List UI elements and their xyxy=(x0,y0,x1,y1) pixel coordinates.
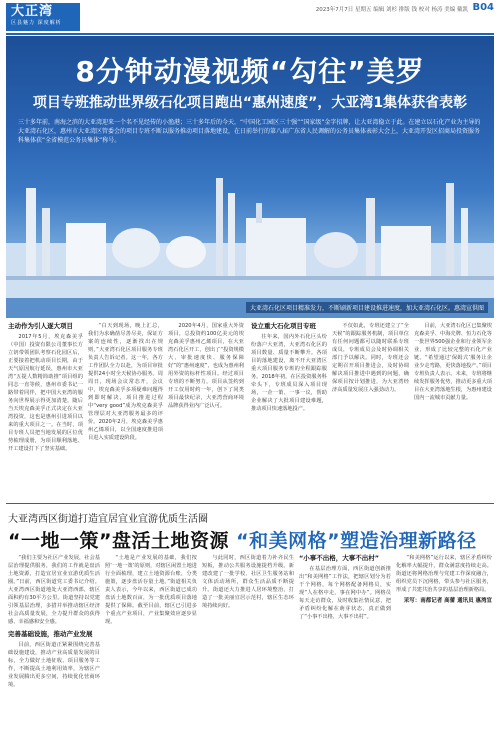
logo-text: 大正湾 xyxy=(11,4,54,19)
paragraph: 目前，大亚湾石化区已集聚埃克森美孚、中海壳牌、恒力石化等一批世界500强企业和行业领军企业，形成了比较完整的石化产业链。“希望通过‘保姆式’服务让企业少走弯路，更快落地投产。”项目专班负责人表示。未来，专班将继续发挥服务优势，推动更多重大项目在大亚湾落地生根，为惠州建设国内一流城市贡献力量。 xyxy=(414,323,492,401)
page-number: B04 xyxy=(472,2,494,13)
section-divider xyxy=(6,503,494,504)
petrochemical-plant-illustration xyxy=(6,148,494,318)
headline-part-1: “一地一策”盘活土地资源 xyxy=(8,530,229,552)
paragraph: 与此同时，西区街道着力补齐民生短板，推动公共服务设施提档升级。新建改建了一批学校、社区卫生服务站和文体活动场所，群众生活品质不断提升。街道还大力推进人居环境整治，打造了一批美丽宜居示范村，辖区生态环境持续向好。 xyxy=(202,555,294,609)
article1-column-2 xyxy=(88,322,163,500)
story2-headline xyxy=(8,526,477,553)
photo-caption: 大亚湾石化区项目精准发力，不断刷新项目建设推进速度，加大亚湾石化区。惠湾宣供图 xyxy=(246,302,488,313)
paragraph: 目前，西区街道正紧紧围绕完善基础设施建设，推动产业高质量发展的目标，全力做好土地征收、项目服务等工作，不断提高土地利用效率，为辖区产业发展腾出更多空间，持续优化营商环境。 xyxy=(8,642,100,688)
logo-tagline: 区县魅力 深度解析 xyxy=(11,20,62,26)
paragraph: “土地是产业发展的基础，我们按照‘一地一策’的原则，对辖区闲置土地进行全面梳理，建立土地资源台账，分类施策，逐步盘活存量土地。”街道相关负责人表示，今年以来，西区街道已成功盘活土地数百亩，为一批优质项目落地提供了保障。截至目前，辖区已引进多个重点产业项目，产业集聚效应逐步显现。 xyxy=(105,555,197,625)
section-heading: “小事不出格，大事不出村” xyxy=(299,554,380,562)
paragraph: “和美网格”运行以来，辖区矛盾纠纷化解率大幅提升，群众满意度持续走高。街道还将网格治理与党建工作深度融合，组织党员下沉网格，带头参与社区服务，形成了共建共治共享的基层治理新格局。 xyxy=(396,555,492,593)
article2-column-5 xyxy=(396,554,492,746)
paragraph: 2020年4月，国家重大外资项目，总投资约100亿美元的埃克森美孚惠州乙烯项目，在大亚湾石化区开工，创出了“投资规模大、审批速度快、服务保障好”的“惠州速度”，也成为惠州利用外资的标杆性项目。经过项目专班的不断努力，项目从签约到开工仅用时约一年，创下了同类项目最快纪录，大亚湾营商环境品牌获得业内广泛认可。 xyxy=(168,323,244,409)
masthead xyxy=(0,0,500,36)
article2-column-3 xyxy=(202,554,294,746)
article2-column-1 xyxy=(8,554,100,746)
headline: 8分钟动漫视频“勾往”美罗 xyxy=(75,55,425,88)
paragraph: “我们主要为社区产业发展，社会基层治理提供服务，我们的工作就是盘活土地资源，打造宜居宜业宜游优质生活圈。”日前，西区街道党工委书记介绍。大亚湾西区街道地处大亚湾西部，辖区面积约有30平方公里。街道坚持以党建引领基层治理，多措并举推动辖区经济社会高质量发展，全力提升群众的获得感、幸福感和安全感。 xyxy=(8,555,100,625)
lead-photo-banner xyxy=(6,36,494,318)
article1-column-3 xyxy=(168,322,244,500)
article1-column-4 xyxy=(251,322,327,500)
paragraph: 不仅如此，专班还建立了“全天候”的跟踪服务机制，项目单位有任何问题都可以随时联系专班成员，专班成员会及时协调相关部门予以解决。同时，专班还会定期召开项目推进会，及时协调解决项目推进中遇到的问题，确保项目按计划推进，为大亚湾经济高质量发展注入强劲动力。 xyxy=(332,323,409,393)
headline-part-2: “和美网格”塑造治理新路径 xyxy=(236,530,477,552)
article1-column-5 xyxy=(332,322,409,500)
section-heading: 完善基础设施，推动产业发展 xyxy=(8,630,93,638)
article2-column-4 xyxy=(299,554,391,746)
section-heading: 主动作为引人逐大项目 xyxy=(8,322,73,330)
story2-kicker: 大亚湾西区街道打造宜居宜业宜游优质生活圈 xyxy=(8,514,208,525)
article1-column-6 xyxy=(414,322,492,500)
subheadline: 项目专班推动世界级石化项目跑出“惠州速度”，大亚湾1集体获省表彰 xyxy=(32,95,468,111)
paragraph: 在基层治理方面，西区街道创新推出“和美网格”工作法，把辖区划分为若干个网格，每个网格配备网格员，实现“人在格中走，事在网中办”。网格员每天走访群众，及时收集社情民意，把矛盾纠纷化解在萌芽状态，真正做到了“小事不出格，大事不出村”。 xyxy=(299,566,391,620)
top-rule xyxy=(6,33,494,35)
section-logo xyxy=(6,3,80,31)
lead-paragraph: 三十多年前，南海之滨的大亚湾迎来一个名不见经传的小渔港；三十多年后的今天，“中国化工园区三十强”“国家级”金字招牌，让大亚湾稳立于此。在建立以石化产业为主导的大亚湾石化区，惠州市大亚湾区管委会的项目专班不断以服务推动项目落地建设，在日前举行的第八届广东省人民调解的公务员集体表彰大会上，大亚湾开发区招商局投资服务科集体获“全省模范公务员集体”称号。 xyxy=(18,119,481,144)
paragraph: 2017年5月，埃克森美孚（中国）投资有限公司董事长方立钥带领团队考察石化园区后，正要接着把机动项目长期，由于天气原因航行延误，惠州市大亚湾“五提人数精简助推”项目组的同志一直等候，惠州市委书记一路带着同伴，把中国大亚湾的服务向世界展示得更加清楚。随后当天埃克森美孚正式决定在大亚湾投资，这也是惠州引进项目以来的重大项目之一。在当时，项目专班人员把当地发展的区位优势梳理成册，为项目顺利落地、开工建设打下了坚实基础。 xyxy=(8,334,83,452)
article2-column-2 xyxy=(105,554,197,746)
section-heading: 设立重大石化项目专班 xyxy=(251,322,316,330)
dateline: 2023年7月7日 星期五 编辑 刘杉 排版 钱 校对 杨涛 美编 戴凯 xyxy=(315,7,468,13)
article1-column-1 xyxy=(8,322,83,500)
byline: 采写：南都记者 高蕾 通讯员 惠湾宣 xyxy=(403,598,492,604)
paragraph: “白天到现场，晚上汇总，我们为求确凿尽善尽美，保证方案的连续性，逐渐找出在规则，”大亚湾石化区项目服务专班负责人告诉记者。这一年，各方工作团队全力以赴，为项目审批提供24小时全天候协办服务。周周日，现场会议常态开，会议中，埃克森美孚多项疑难问题得到即时解决，项目推进过程中“very good”成为埃克森美孚管理层对大亚湾服务最多的评价。2020年2月，埃克森美孚惠州乙烯项目，以全国速度推进项目进入实质建设阶段。 xyxy=(88,323,163,441)
paragraph: 往年来，国内外石化巨头纷纷落户大亚湾，大亚湾石化区的项目数量、质量不断攀升。各项目的落地建设，离不开大亚湾区重大项目服务专班的全程跟踪服务。2018年初，在区投资服务科牵头下，专班成员深入项目现场，一企一策、一事一议，帮助企业解决了大批项目建设难题，推动项目快速落地投产。 xyxy=(251,334,327,412)
